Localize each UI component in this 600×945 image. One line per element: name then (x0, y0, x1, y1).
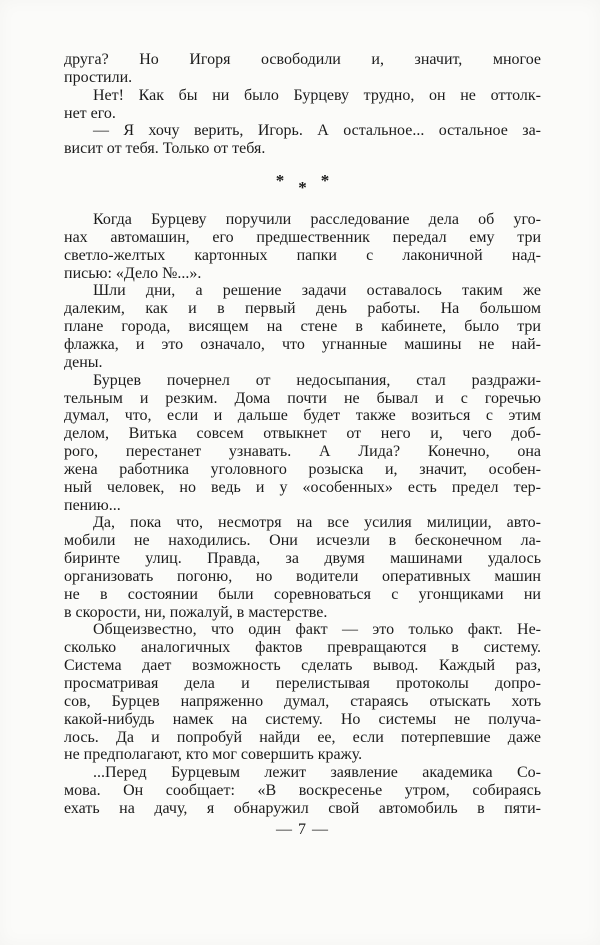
asterisk-glyph: * (275, 171, 285, 191)
text-line: просматривая дела и перелистывая протоколы допро- (64, 675, 541, 692)
text-line: сколько аналогичных фактов превращаются в систему. (64, 639, 541, 657)
text-line: думал, что, если и дальше будет также возиться с этим (64, 407, 541, 425)
text-line: дены. (64, 353, 103, 371)
text-line: писью: «Дело №...». (64, 264, 202, 282)
text-line: не в состоянии были соревноваться с угонщиками ни (64, 585, 541, 603)
asterisk-glyph: * (320, 171, 330, 191)
text-line: висит от тебя. Только от тебя. (64, 140, 266, 158)
text-line: Шли дни, а решение задачи оставалось таким же (93, 282, 541, 300)
text-line: плане города, висящем на стене в кабинете, было три (64, 318, 541, 336)
asterisk-glyph: * (298, 178, 307, 198)
text-line: не предполагают, кто мог совершить кражу. (64, 746, 363, 764)
text-line: нах автомашин, его предшественник передал ему три (64, 228, 541, 246)
text-line: рого, перестанет узнавать. А Лида? Конечно, она (64, 443, 541, 461)
text-line: организовать погоню, но водители оперативных машин (64, 567, 541, 585)
text-line: делом, Витька совсем отвыкнет от него и, чего доб- (64, 425, 541, 443)
text-line: флажка, и это означало, что угнанные машины не най- (64, 335, 541, 353)
page-number: — 7 — (276, 821, 329, 838)
text-line: пению... (64, 496, 121, 514)
text-line: ...Перед Бурцевым лежит заявление академика Со- (93, 764, 541, 782)
section-separator (64, 171, 541, 198)
text-line: Нет! Как бы ни было Бурцеву трудно, он не оттолк- (93, 86, 541, 104)
text-line: далеким, как и в первый день работы. На большом (64, 300, 541, 318)
text-line: — Я хочу верить, Игорь. А остальное... остальное за- (93, 122, 541, 140)
text-line: Общеизвестно, что один факт — это только факт. Не- (93, 621, 541, 639)
text-line: ехать на дачу, я обнаружил свой автомобиль в пяти- (64, 799, 541, 817)
text-line: светло-желтых картонных папки с лаконичной над- (64, 246, 541, 264)
text-line: тельным и резким. Дома почти не бывал и с горечью (64, 389, 541, 407)
text-line: ный человек, но ведь и у «особенных» есть предел тер- (64, 478, 541, 496)
text-line: Да, пока что, несмотря на все усилия милиции, авто- (93, 514, 541, 532)
text-line: Когда Бурцеву поручили расследование дела об уго- (93, 211, 541, 229)
text-line: мова. Он сообщает: «В воскресенье утром, собираясь (64, 782, 541, 800)
text-line: сов, Бурцев напряженно думал, стараясь отыскать хоть (64, 692, 541, 710)
page-text-area (64, 51, 541, 818)
text-line: Система дает возможность сделать вывод. Каждый раз, (64, 657, 541, 675)
text-line: друга? Но Игоря освободили и, значит, многое (64, 51, 541, 68)
text-line: лось. Да и попробуй найди ее, если потерпевшие даже (64, 728, 541, 746)
text-line: мобили не находились. Они исчезли в бесконечном ла- (64, 532, 541, 550)
text-line: какой-нибудь намек на систему. Но системы не получа- (64, 710, 541, 728)
text-line: в скорости, ни, пожалуй, в мастерстве. (64, 603, 328, 621)
text-line: Бурцев почернел от недосыпания, стал раздражи- (93, 371, 541, 389)
text-line: простили. (64, 68, 133, 86)
text-line: биринте улиц. Правда, за двумя машинами удалось (64, 550, 541, 568)
text-line: жена работника уголовного розыска и, значит, особен- (64, 460, 541, 478)
text-line: нет его. (64, 104, 116, 122)
